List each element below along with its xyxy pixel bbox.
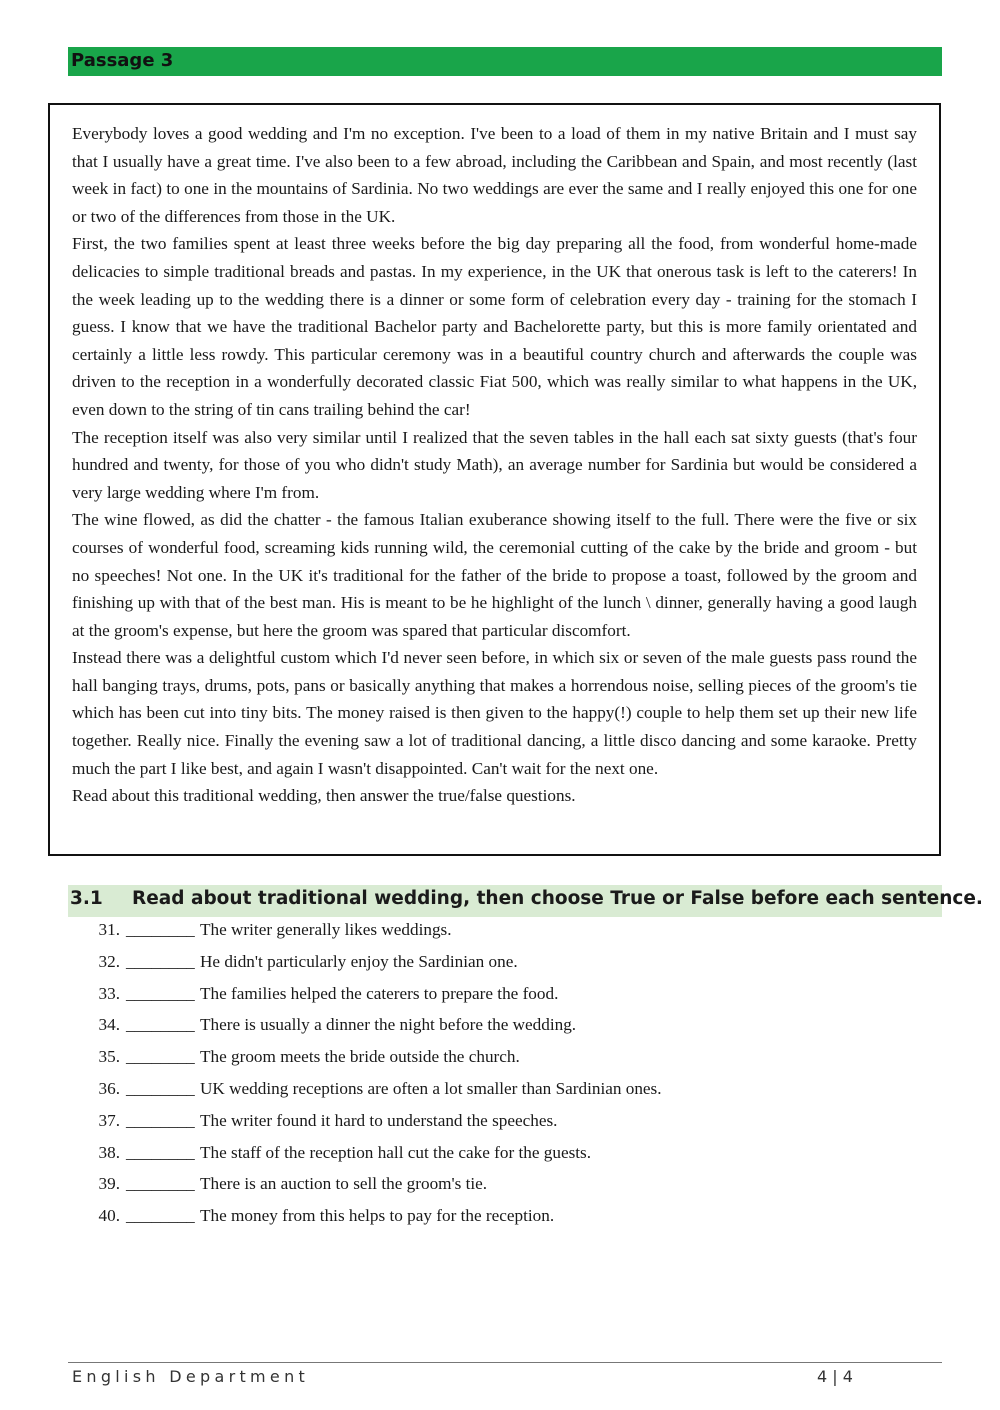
passage-paragraph: Instead there was a delightful custom which I'd never seen before, in which six or seven of the male guests pass round the hall banging trays, drums, pots, pans or basically anything that makes a horrendous noise, selling pieces of the groom's tie which has been cut into tiny bits. The money raised is then given to the happy(!) couple to help them set up their new life together. Really nice. Finally the evening saw a lot of traditional dancing, a little disco dancing and some karaoke. Pretty much the part I like best, and again I wasn't disappointed. Can't wait for the next one.	[72, 648, 917, 778]
answer-blank[interactable]: ________	[126, 1078, 195, 1098]
section-title: Read about traditional wedding, then choose True or False before each sentence.	[132, 888, 983, 909]
question-number: 35.	[98, 1047, 120, 1067]
question-number: 33.	[98, 983, 120, 1003]
question-text: The groom meets the bride outside the church.	[200, 1047, 520, 1067]
question-text: The staff of the reception hall cut the cake for the guests.	[200, 1142, 592, 1162]
question-text: The families helped the caterers to prepare the food.	[200, 983, 559, 1003]
answer-blank[interactable]: ________	[126, 920, 195, 939]
question-text: UK wedding receptions are often a lot smaller than Sardinian ones.	[200, 1078, 662, 1098]
answer-blank[interactable]: ________	[126, 1142, 195, 1162]
passage-paragraph: The reception itself was also very similar until I realized that the seven tables in the hall each sat sixty guests (that's four hundred and twenty, for those of you who didn't study Math), an average number for Sardinia but would be considered a very large wedding where I'm from.	[72, 427, 917, 502]
passage-text	[72, 120, 917, 810]
question-item	[0, 982, 1000, 1014]
footer-department: English Department	[72, 1367, 310, 1386]
question-item	[0, 1204, 1000, 1236]
passage-box	[48, 103, 941, 856]
question-item	[0, 1172, 1000, 1204]
footer-divider	[68, 1362, 942, 1363]
answer-blank[interactable]: ________	[126, 1015, 195, 1035]
question-text: The writer found it hard to understand the speeches.	[200, 1110, 558, 1130]
question-item	[0, 1077, 1000, 1109]
footer-page-number: 4 | 4	[817, 1367, 853, 1386]
question-number: 38.	[98, 1142, 120, 1162]
answer-blank[interactable]: ________	[126, 983, 195, 1003]
question-number: 37.	[98, 1110, 120, 1130]
question-number: 32.	[98, 951, 120, 971]
question-number: 40.	[98, 1206, 120, 1226]
passage-paragraph: First, the two families spent at least three weeks before the big day preparing all the food, from wonderful home-made delicacies to simple traditional breads and pastas. In my experience, in the UK that onerous task is left to the caterers! In the week leading up to the wedding there is a dinner or some form of celebration every day - training for the stomach I guess. I know that we have the traditional Bachelor party and Bachelorette party, but this is more family orientated and certainly a little less rowdy. This particular ceremony was in a beautiful country church and afterwards the couple was driven to the reception in a wonderfully decorated classic Fiat 500, which was really similar to what happens in the UK, even down to the string of tin cans trailing behind the car!	[72, 234, 917, 419]
question-text: He didn't particularly enjoy the Sardinian one.	[200, 951, 518, 971]
question-item	[0, 918, 1000, 950]
section-header	[68, 885, 983, 917]
passage-paragraph: The wine flowed, as did the chatter - the famous Italian exuberance showing itself to the full. There were the five or six courses of wonderful food, screaming kids running wild, the ceremonial cutting of the cake by the bride and groom - but no speeches! Not one. In the UK it's traditional for the father of the bride to propose a toast, followed by the groom and finishing up with that of the best man. His is meant to be he highlight of the lunch \ dinner, generally having a good laugh at the groom's expense, but here the groom was spared that particular discomfort.	[72, 510, 917, 640]
answer-blank[interactable]: ________	[126, 1174, 195, 1194]
question-text: The writer generally likes weddings.	[200, 920, 452, 939]
question-number: 31.	[98, 920, 120, 939]
question-item	[0, 1109, 1000, 1141]
passage-instruction: Read about this traditional wedding, then answer the true/false questions.	[72, 786, 576, 806]
question-item	[0, 950, 1000, 982]
passage-paragraph: Everybody loves a good wedding and I'm no exception. I've been to a load of them in my native Britain and I must say that I usually have a great time. I've also been to a few abroad, including the Caribbean and Spain, and most recently (last week in fact) to one in the mountains of Sardinia. No two weddings are ever the same and I really enjoyed this one for one or two of the differences from those in the UK.	[72, 124, 917, 226]
question-number: 39.	[98, 1174, 120, 1194]
question-number: 36.	[98, 1078, 120, 1098]
question-item	[0, 1045, 1000, 1077]
passage-header	[68, 47, 942, 76]
answer-blank[interactable]: ________	[126, 951, 195, 971]
question-item	[0, 1013, 1000, 1045]
passage-title: Passage 3	[71, 50, 174, 71]
question-item	[0, 1141, 1000, 1173]
answer-blank[interactable]: ________	[126, 1047, 195, 1067]
question-number: 34.	[98, 1015, 120, 1035]
question-text: The money from this helps to pay for the reception.	[200, 1206, 555, 1226]
section-number: 3.1	[70, 888, 103, 909]
answer-blank[interactable]: ________	[126, 1110, 195, 1130]
question-list	[0, 918, 1000, 1236]
question-text: There is usually a dinner the night before the wedding.	[200, 1015, 577, 1035]
question-text: There is an auction to sell the groom's tie.	[200, 1174, 488, 1194]
answer-blank[interactable]: ________	[126, 1206, 195, 1226]
